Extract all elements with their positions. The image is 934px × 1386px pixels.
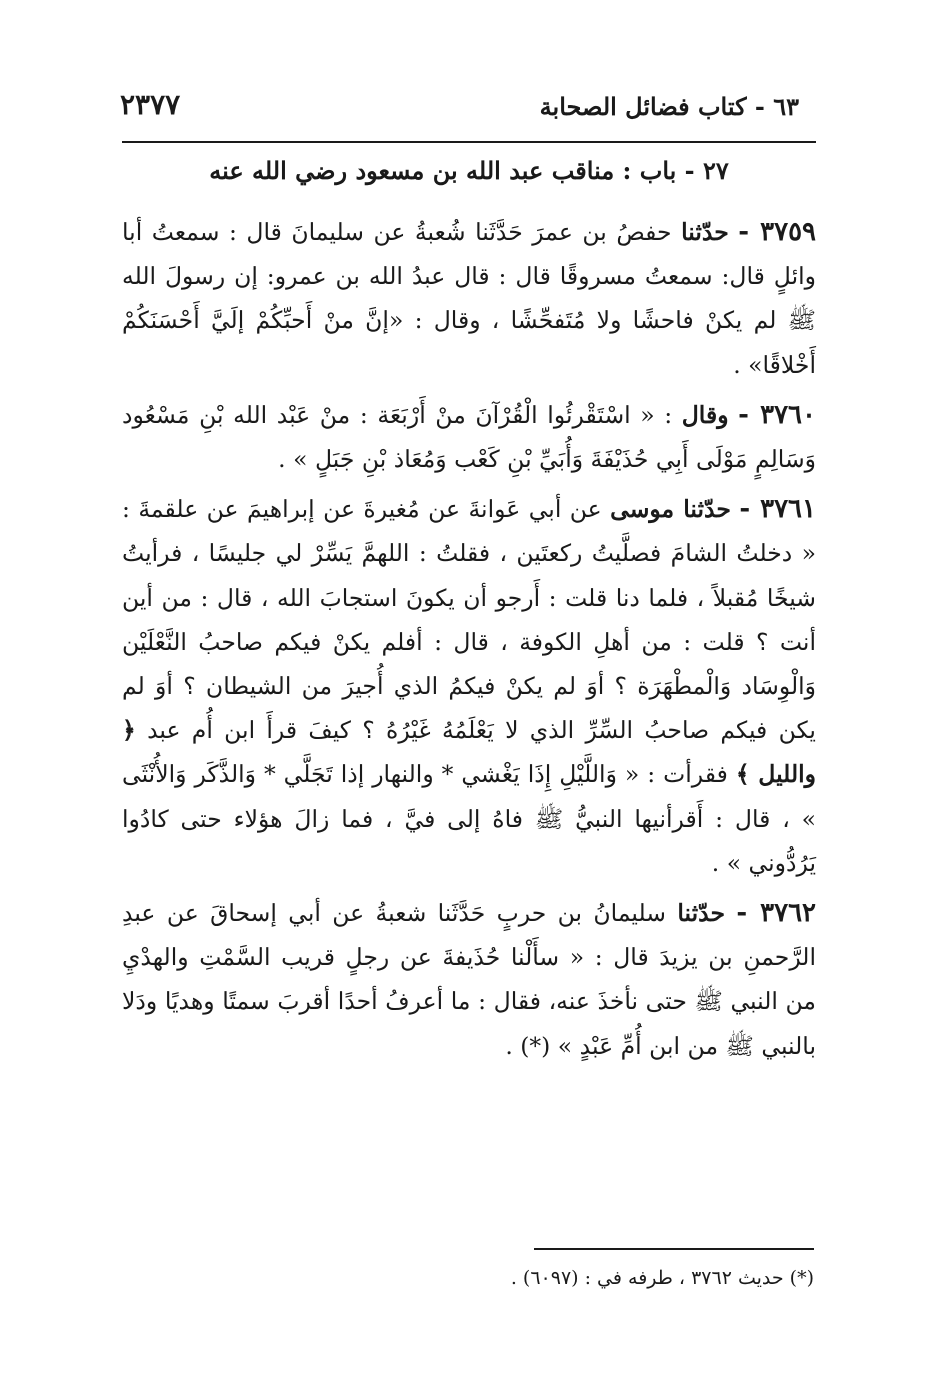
page-body — [122, 210, 816, 1074]
footnote: (*) حديث ٣٧٦٢ ، طرفه في : (٦٠٩٧) . — [510, 1267, 814, 1289]
hadith-text: : « اسْتَقْرئُوا الْقُرْآنَ منْ أَرْبَعَة : منْ عَبْد الله بْنِ مَسْعُود وَسَالِمٍ مَوْلَى أَبِي حُذَيْفَةَ وَأُبَيِّ بْنِ كَعْب وَمُعَاذ بْنِ جَبَلٍ » . — [122, 400, 816, 474]
page-number: ٢٣٧٧ — [120, 88, 181, 121]
hadith-lead: حدّثنا — [681, 218, 729, 246]
hadith-number: ٣٧٦٢ - — [736, 898, 816, 929]
quran-surah-reference: ﴿ والليل ﴾ — [122, 716, 816, 789]
hadith-lead: حدّثنا — [677, 899, 726, 928]
hadith-3761 — [122, 487, 816, 885]
hadith-text: سليمانُ بن حربٍ حَدَّثَنا شعبةُ عن أبي إسحاقَ عن عبدِ الرَّحمنِ بن يزيدَ قال : « سأَلْنا حُذَيفةَ عن رجلٍ قريب السَّمْتِ والهدْيِ من النبي ﷺ حتى نأخذَ عنه، فقال : ما أعرفُ أحدًا أقربَ سمتًا وهديًا ودَلا بالنبي ﷺ من ابن أُمِّ عَبْدٍ » (*) . — [122, 899, 816, 1060]
hadith-text-continued: فقرأت : « وَاللَّيْلِ إِذَا يَغْشي * والنهار إذا تَجَلَّي * وَالذَّكَر وَالأُنْثَى » ، قال : أَقرأنيها النبيُّ ﷺ فاهُ إلى فيَّ ، فما زالَ هؤلاء حتى كادُوا يَرُدُّوني » . — [122, 760, 816, 877]
footnote-divider — [534, 1248, 814, 1250]
header-divider — [122, 141, 816, 143]
running-header-chapter: ٦٣ - كتاب فضائل الصحابة — [539, 92, 799, 121]
hadith-3760 — [122, 393, 816, 481]
hadith-text: عن أبي عَوانةَ عن مُغيرةَ عن إبراهيمَ عن علقمةَ : « دخلتُ الشامَ فصلَّيتُ ركعتَين ، فقلتُ : اللهمَّ يَسِّرْ لي جليسًا ، فرأيتُ شيخًا مُقبلاً ، فلما دنا قلت : أَرجو أن يكونَ استجابَ الله ، قال : من أين أنت ؟ قلت : من أهلِ الكوفة ، قال : أفلم يكنْ فيكم صاحبُ النَّعْلَيْن وَالْوِسَاد وَالْمطْهَرَة ؟ أوَ لم يكنْ فيكمُ الذي أُجيرَ من الشيطان ؟ أوَ لم يكن فيكم صاحبُ السِّرِّ الذي لا يَعْلَمُهُ غَيْرُهُ ؟ كيفَ قرأَ ابن أُم عبد — [122, 495, 816, 745]
hadith-number: ٣٧٦١ - — [739, 494, 816, 525]
hadith-3759 — [122, 210, 816, 387]
hadith-3762 — [122, 891, 816, 1068]
hadith-lead: حدّثنا موسى — [610, 495, 731, 524]
hadith-number: ٣٧٦٠ - — [738, 399, 816, 430]
hadith-lead: وقال — [681, 400, 729, 429]
chapter-title: ٢٧ - باب : مناقب عبد الله بن مسعود رضي الله عنه — [209, 156, 729, 185]
hadith-number: ٣٧٥٩ - — [738, 217, 816, 247]
hadith-text: حفصُ بن عمرَ حَدَّثَنا شُعبةُ عن سليمانَ قال : سمعتُ أبا وائلٍ قال: سمعتُ مسروقًا قال : قال عبدُ الله بن عمرو: إن رسولَ الله ﷺ لم يكنْ فاحشًا ولا مُتَفحِّشًا ، وقال : «إنَّ منْ أَحبِّكُمْ إلَيَّ أَحْسَنَكُمْ أَخْلاقًا» . — [122, 218, 816, 379]
